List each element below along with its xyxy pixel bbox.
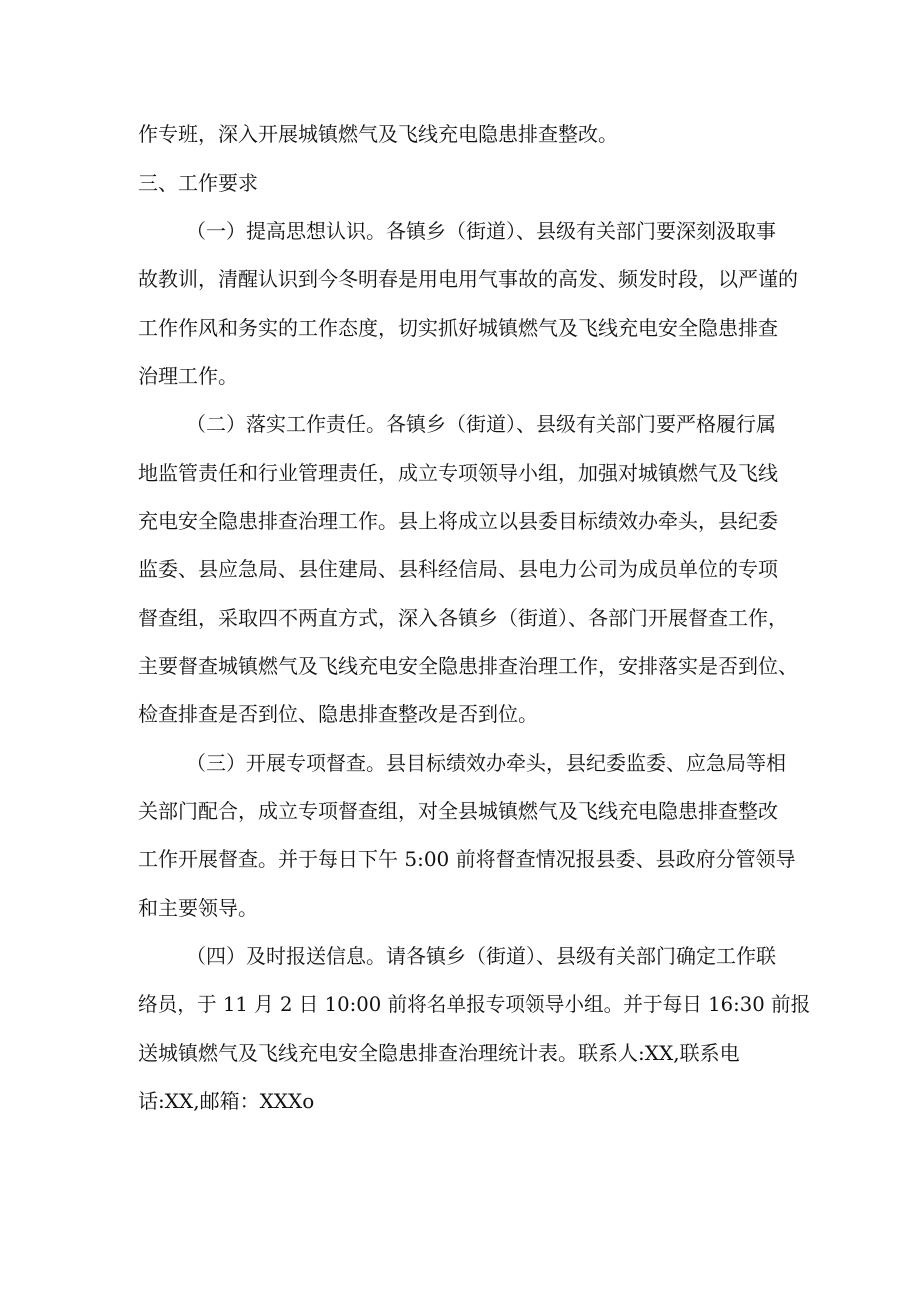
text-line: 作专班，深入开展城镇燃气及飞线充电隐患排查整改。	[138, 122, 618, 146]
text-line: 治理工作。	[138, 364, 238, 388]
text-line: 和主要领导。	[138, 896, 258, 920]
text-line: 故教训，清醒认识到今冬明春是用电用气事故的高发、频发时段，以严谨的	[138, 267, 798, 291]
text-line: （三）开展专项督查。县目标绩效办牵头，县纪委监委、应急局等相	[186, 751, 786, 775]
text-line: 主要督查城镇燃气及飞线充电安全隐患排查治理工作，安排落实是否到位、	[138, 654, 798, 678]
text-line: 充电安全隐患排查治理工作。县上将成立以县委目标绩效办牵头，县纪委	[138, 509, 778, 533]
text-line: （四）及时报送信息。请各镇乡（街道）、县级有关部门确定工作联	[186, 944, 776, 968]
text-line: （一）提高思想认识。各镇乡（街道）、县级有关部门要深刻汲取事	[186, 219, 776, 243]
text-line: 工作作风和务实的工作态度，切实抓好城镇燃气及飞线充电安全隐患排查	[138, 316, 778, 340]
text-line: 话:XX,邮箱：XXXo	[138, 1089, 315, 1113]
text-line: 工作开展督查。并于每日下午 5:00 前将督查情况报县委、县政府分管领导	[138, 847, 796, 871]
text-line: 督查组，采取四不两直方式，深入各镇乡（街道）、各部门开展督查工作，	[138, 606, 788, 630]
text-line: （二）落实工作责任。各镇乡（街道）、县级有关部门要严格履行属	[186, 412, 776, 436]
section-heading: 三、工作要求	[138, 171, 258, 195]
text-line: 地监管责任和行业管理责任，成立专项领导小组，加强对城镇燃气及飞线	[138, 461, 778, 485]
text-line: 检查排查是否到位、隐患排查整改是否到位。	[138, 702, 538, 726]
text-line: 监委、县应急局、县住建局、县科经信局、县电力公司为成员单位的专项	[138, 557, 778, 581]
text-line: 送城镇燃气及飞线充电安全隐患排查治理统计表。联系人:XX,联系电	[138, 1041, 740, 1065]
text-line: 关部门配合，成立专项督查组，对全县城镇燃气及飞线充电隐患排查整改	[138, 799, 778, 823]
text-line: 络员，于 11 月 2 日 10:00 前将名单报专项领导小组。并于每日 16:30 前报	[138, 992, 811, 1016]
